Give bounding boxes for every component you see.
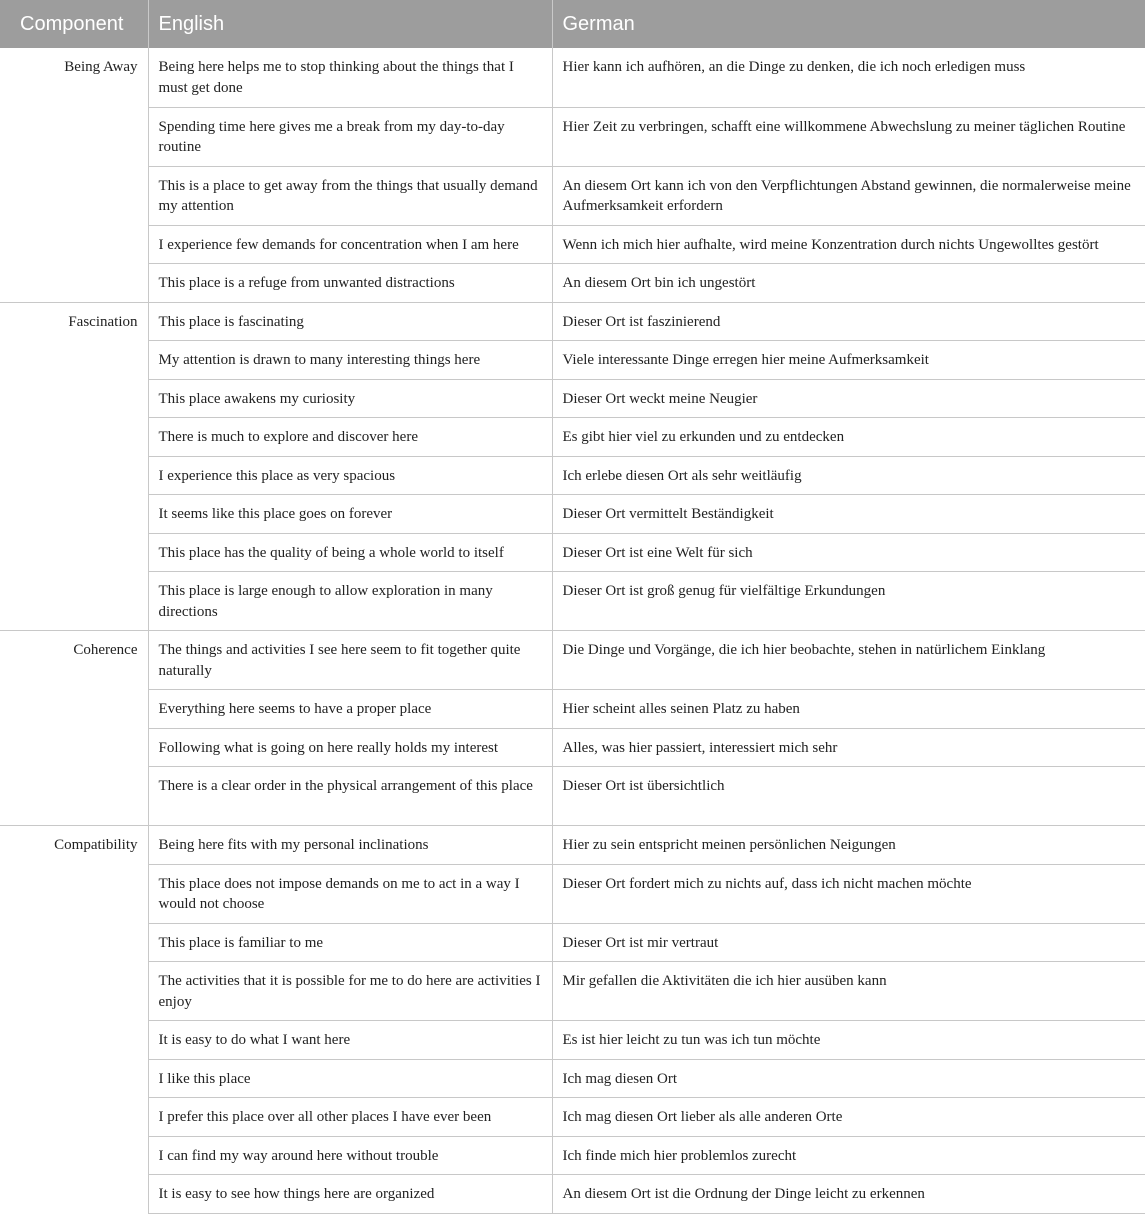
german-cell: Mir gefallen die Aktivitäten die ich hier ausüben kann [552, 962, 1145, 1021]
german-cell: Dieser Ort fordert mich zu nichts auf, dass ich nicht machen möchte [552, 864, 1145, 923]
english-cell: I prefer this place over all other places I have ever been [148, 1098, 552, 1137]
table-row [0, 302, 1145, 341]
english-cell: Being here helps me to stop thinking about the things that I must get done [148, 48, 552, 107]
component-cell: Fascination [0, 302, 148, 631]
german-cell: Dieser Ort ist übersichtlich [552, 767, 1145, 826]
table-row [0, 166, 1145, 225]
table-row [0, 767, 1145, 826]
table-row [0, 1021, 1145, 1060]
table-row [0, 864, 1145, 923]
english-cell: This place is fascinating [148, 302, 552, 341]
german-cell: Hier Zeit zu verbringen, schafft eine willkommene Abwechslung zu meiner täglichen Routine [552, 107, 1145, 166]
german-cell: Hier kann ich aufhören, an die Dinge zu denken, die ich noch erledigen muss [552, 48, 1145, 107]
table-row [0, 225, 1145, 264]
table-row [0, 264, 1145, 303]
table-row [0, 418, 1145, 457]
german-cell: Ich mag diesen Ort lieber als alle anderen Orte [552, 1098, 1145, 1137]
english-cell: This place does not impose demands on me to act in a way I would not choose [148, 864, 552, 923]
english-cell: I can find my way around here without trouble [148, 1136, 552, 1175]
english-cell: There is much to explore and discover here [148, 418, 552, 457]
header-german: German [552, 0, 1145, 48]
table-row [0, 1098, 1145, 1137]
table-row [0, 456, 1145, 495]
english-cell: Being here fits with my personal inclinations [148, 826, 552, 865]
english-cell: It is easy to do what I want here [148, 1021, 552, 1060]
table-row [0, 1175, 1145, 1214]
german-cell: Hier zu sein entspricht meinen persönlichen Neigungen [552, 826, 1145, 865]
german-cell: Ich finde mich hier problemlos zurecht [552, 1136, 1145, 1175]
german-cell: Alles, was hier passiert, interessiert mich sehr [552, 728, 1145, 767]
english-cell: Following what is going on here really holds my interest [148, 728, 552, 767]
header-row [0, 0, 1145, 48]
english-cell: This place awakens my curiosity [148, 379, 552, 418]
german-cell: Dieser Ort ist eine Welt für sich [552, 533, 1145, 572]
header-english: English [148, 0, 552, 48]
english-cell: This place has the quality of being a whole world to itself [148, 533, 552, 572]
table-header [0, 0, 1145, 48]
english-cell: I like this place [148, 1059, 552, 1098]
german-cell: Dieser Ort ist groß genug für vielfältige Erkundungen [552, 572, 1145, 631]
table-row [0, 690, 1145, 729]
german-cell: Dieser Ort weckt meine Neugier [552, 379, 1145, 418]
english-cell: It is easy to see how things here are organized [148, 1175, 552, 1214]
table-row [0, 962, 1145, 1021]
english-cell: I experience few demands for concentration when I am here [148, 225, 552, 264]
table-body [0, 48, 1145, 1213]
english-cell: There is a clear order in the physical arrangement of this place [148, 767, 552, 826]
component-cell: Compatibility [0, 826, 148, 1214]
table-row [0, 107, 1145, 166]
german-cell: Die Dinge und Vorgänge, die ich hier beobachte, stehen in natürlichem Einklang [552, 631, 1145, 690]
english-cell: The things and activities I see here seem to fit together quite naturally [148, 631, 552, 690]
table-row [0, 48, 1145, 107]
english-cell: Spending time here gives me a break from my day-to-day routine [148, 107, 552, 166]
german-cell: Hier scheint alles seinen Platz zu haben [552, 690, 1145, 729]
english-cell: This place is large enough to allow exploration in many directions [148, 572, 552, 631]
header-component: Component [0, 0, 148, 48]
english-cell: Everything here seems to have a proper place [148, 690, 552, 729]
table-row [0, 341, 1145, 380]
german-cell: Viele interessante Dinge erregen hier meine Aufmerksamkeit [552, 341, 1145, 380]
table-row [0, 728, 1145, 767]
german-cell: An diesem Ort kann ich von den Verpflichtungen Abstand gewinnen, die normalerweise meine Aufmerksamkeit erfordern [552, 166, 1145, 225]
german-cell: Dieser Ort ist faszinierend [552, 302, 1145, 341]
german-cell: Dieser Ort ist mir vertraut [552, 923, 1145, 962]
table-row [0, 1136, 1145, 1175]
table-row [0, 1059, 1145, 1098]
english-cell: This is a place to get away from the things that usually demand my attention [148, 166, 552, 225]
table-row [0, 923, 1145, 962]
german-cell: Ich mag diesen Ort [552, 1059, 1145, 1098]
english-cell: This place is a refuge from unwanted distractions [148, 264, 552, 303]
german-cell: An diesem Ort bin ich ungestört [552, 264, 1145, 303]
english-cell: I experience this place as very spacious [148, 456, 552, 495]
german-cell: Ich erlebe diesen Ort als sehr weitläufig [552, 456, 1145, 495]
english-cell: My attention is drawn to many interesting things here [148, 341, 552, 380]
table-row [0, 572, 1145, 631]
english-cell: This place is familiar to me [148, 923, 552, 962]
table-row [0, 826, 1145, 865]
german-cell: Es gibt hier viel zu erkunden und zu entdecken [552, 418, 1145, 457]
table-row [0, 495, 1145, 534]
table-row [0, 379, 1145, 418]
german-cell: Es ist hier leicht zu tun was ich tun möchte [552, 1021, 1145, 1060]
german-cell: Dieser Ort vermittelt Beständigkeit [552, 495, 1145, 534]
english-cell: The activities that it is possible for me to do here are activities I enjoy [148, 962, 552, 1021]
table-row [0, 631, 1145, 690]
component-cell: Being Away [64, 59, 138, 75]
english-cell: It seems like this place goes on forever [148, 495, 552, 534]
table-row [0, 533, 1145, 572]
german-cell: Wenn ich mich hier aufhalte, wird meine Konzentration durch nichts Ungewolltes gestört [552, 225, 1145, 264]
german-cell: An diesem Ort ist die Ordnung der Dinge leicht zu erkennen [552, 1175, 1145, 1214]
component-cell: Coherence [0, 631, 148, 826]
